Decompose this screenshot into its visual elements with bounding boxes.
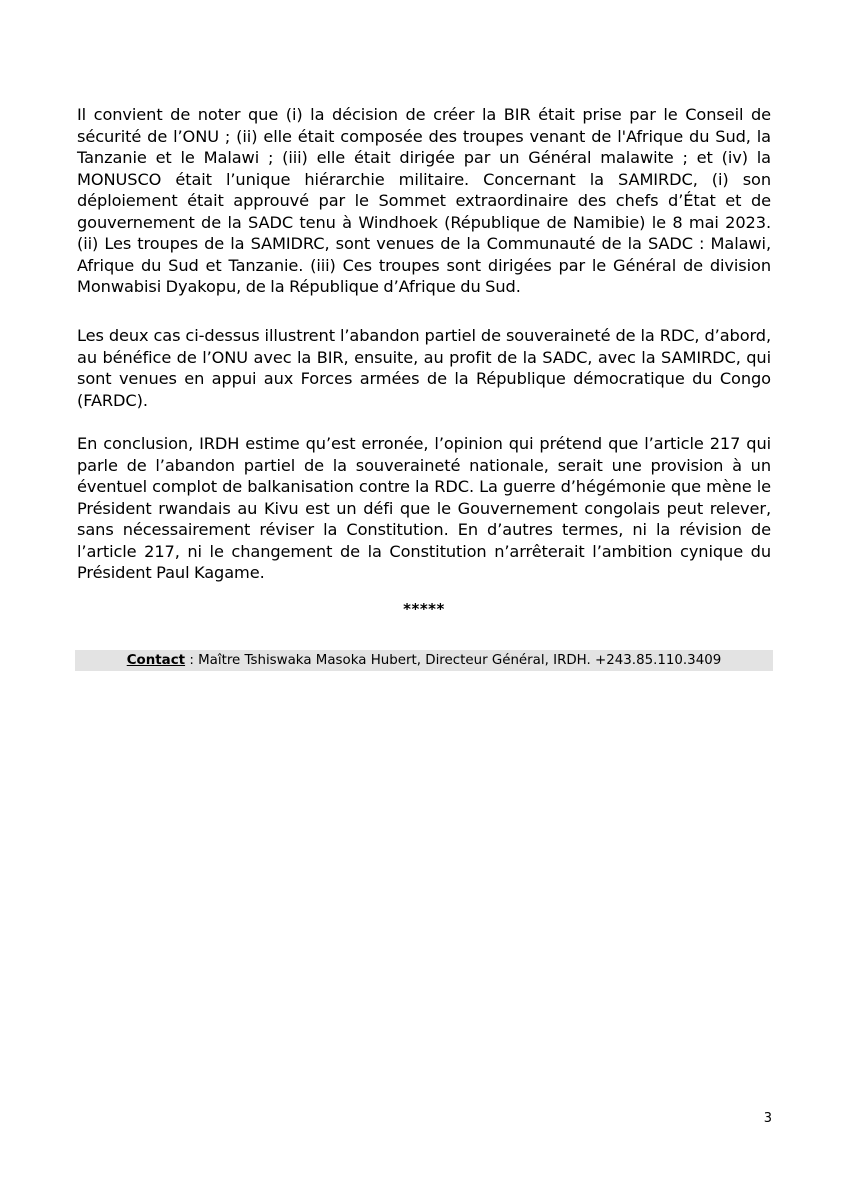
section-separator: ***** xyxy=(403,600,445,618)
page-number: 3 xyxy=(763,1111,772,1126)
paragraph-bir-samirdc: Il convient de noter que (i) la décision de créer la BIR était prise par le Conseil de sécurité de l’ONU ; (ii) elle était composée des troupes venant de l'Afrique du Sud, la Tanzanie et le Malawi ; (iii) elle était dirigée par un Général malawite ; et (iv) la MONUSCO était l’unique hiérarchie militaire. Concernant la SAMIRDC, (i) son déploiement était approuvé par le Sommet extraordinaire des chefs d’État et de gouvernement de la SADC tenu à Windhoek (République de Namibie) le 8 mai 2023. (ii) Les troupes de la SAMIDRC, sont venues de la Communauté de la SADC : Malawi, Afrique du Sud et Tanzanie. (iii) Ces troupes sont dirigées par le Général de division Monwabisi Dyakopu, de la République d’Afrique du Sud. xyxy=(77,105,771,296)
contact-details: : Maître Tshiswaka Masoka Hubert, Directeur Général, IRDH. +243.85.110.3409 xyxy=(185,653,722,668)
paragraph-conclusion: En conclusion, IRDH estime qu’est erronée, l’opinion qui prétend que l’article 217 qui parle de l’abandon partiel de la souveraineté nationale, serait une provision à un éventuel complot de balkanisation contre la RDC. La guerre d’hégémonie que mène le Président rwandais au Kivu est un défi que le Gouvernement congolais peut relever, sans nécessairement réviser la Constitution. En d’autres termes, ni la révision de l’article 217, ni le changement de la Constitution n’arrêterait l’ambition cynique du Président Paul Kagame. xyxy=(77,434,771,582)
paragraph-sovereignty-cases: Les deux cas ci-dessus illustrent l’abandon partiel de souveraineté de la RDC, d’abord, au bénéfice de l’ONU avec la BIR, ensuite, au profit de la SADC, avec la SAMIRDC, qui sont venues en appui aux Forces armées de la République démocratique du Congo (FARDC). xyxy=(77,326,771,410)
contact-bar xyxy=(75,650,773,671)
contact-label: Contact xyxy=(126,653,186,668)
